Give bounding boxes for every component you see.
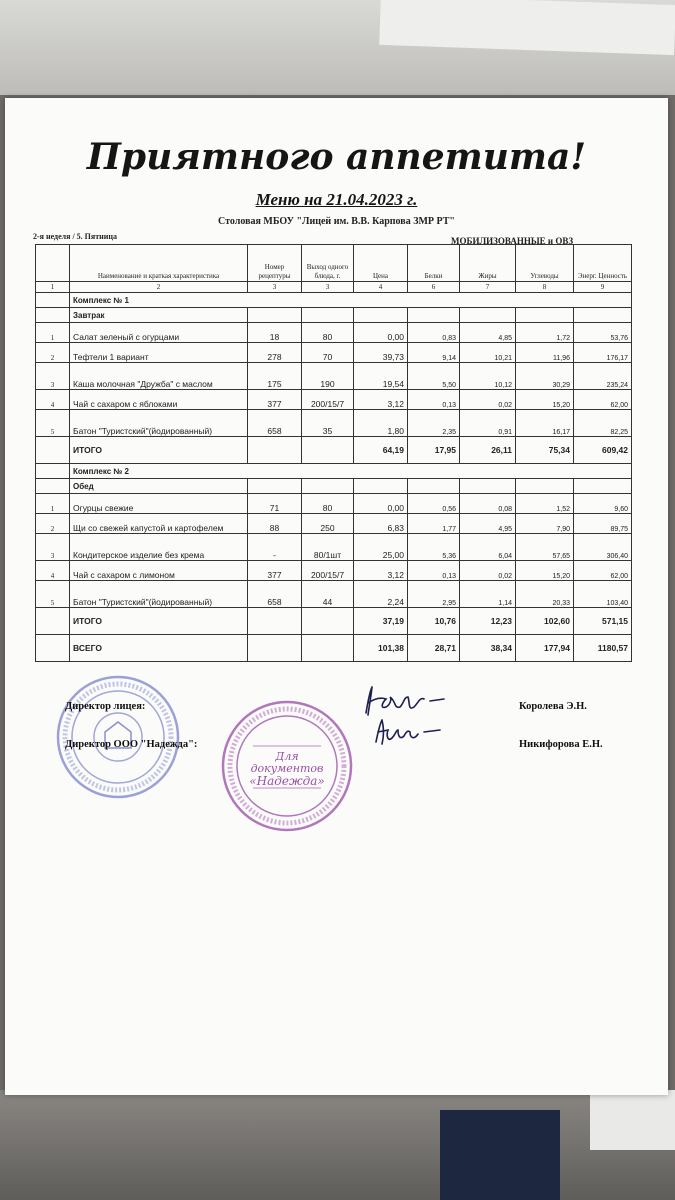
grand-total-energy: 1180,57 <box>574 635 632 662</box>
grand-total-proteins: 28,71 <box>408 635 460 662</box>
portion-yield: 200/15/7 <box>302 390 354 410</box>
proteins: 9,14 <box>408 343 460 363</box>
energy: 53,76 <box>574 323 632 343</box>
total-carbs: 102,60 <box>516 608 574 635</box>
dish-name: Чай с сахаром с лимоном <box>70 561 248 581</box>
background-wall-top <box>0 0 675 95</box>
grand-total-price: 101,38 <box>354 635 408 662</box>
background-paper <box>379 0 675 55</box>
total-fats: 26,11 <box>460 437 516 464</box>
energy: 89,75 <box>574 514 632 534</box>
proteins: 0,13 <box>408 390 460 410</box>
table-row <box>36 581 632 608</box>
director-name: Королева Э.Н. <box>519 701 587 712</box>
energy: 9,60 <box>574 494 632 514</box>
section-row <box>36 479 632 494</box>
header-energy: Энерг. Ценность <box>574 245 632 282</box>
recipe-number: 377 <box>248 390 302 410</box>
fats: 0,91 <box>460 410 516 437</box>
proteins: 2,35 <box>408 410 460 437</box>
total-carbs: 75,34 <box>516 437 574 464</box>
recipe-number: 377 <box>248 561 302 581</box>
recipe-number: 88 <box>248 514 302 534</box>
proteins: 2,95 <box>408 581 460 608</box>
row-index: 3 <box>36 534 70 561</box>
group-label: МОБИЛИЗОВАННЫЕ и ОВЗ <box>451 236 574 246</box>
grand-total-carbs: 177,94 <box>516 635 574 662</box>
section-title: Завтрак <box>70 308 248 323</box>
grand-total-row <box>36 635 632 662</box>
column-number: 4 <box>354 282 408 293</box>
page-title: Приятного аппетита! <box>86 136 587 178</box>
energy: 62,00 <box>574 390 632 410</box>
stamp-line-1: Для <box>275 750 299 763</box>
grand-total-fats: 38,34 <box>460 635 516 662</box>
row-index: 2 <box>36 343 70 363</box>
column-number: 8 <box>516 282 574 293</box>
row-index: 5 <box>36 410 70 437</box>
carbs: 20,33 <box>516 581 574 608</box>
dish-name: Огурцы свежие <box>70 494 248 514</box>
table-row <box>36 390 632 410</box>
director-label: Директор лицея: <box>65 701 146 712</box>
carbs: 7,90 <box>516 514 574 534</box>
background-board <box>440 1110 560 1200</box>
energy: 62,00 <box>574 561 632 581</box>
supplier-signature-icon <box>370 716 450 752</box>
table-row <box>36 494 632 514</box>
header-index <box>36 245 70 282</box>
carbs: 30,29 <box>516 363 574 390</box>
recipe-number: 71 <box>248 494 302 514</box>
dish-name: Батон "Туристский"(йодированный) <box>70 410 248 437</box>
section-title: Обед <box>70 479 248 494</box>
column-number: 1 <box>36 282 70 293</box>
portion-yield: 190 <box>302 363 354 390</box>
fats: 4,85 <box>460 323 516 343</box>
portion-yield: 200/15/7 <box>302 561 354 581</box>
dish-name: Тефтели 1 вариант <box>70 343 248 363</box>
total-fats: 12,23 <box>460 608 516 635</box>
table-row <box>36 343 632 363</box>
total-energy: 609,42 <box>574 437 632 464</box>
fats: 0,02 <box>460 390 516 410</box>
dish-name: Каша молочная "Дружба" с маслом <box>70 363 248 390</box>
header-fats: Жиры <box>460 245 516 282</box>
background-wall-bottom <box>0 1090 675 1200</box>
price: 0,00 <box>354 323 408 343</box>
portion-yield: 80 <box>302 494 354 514</box>
row-index: 4 <box>36 390 70 410</box>
carbs: 16,17 <box>516 410 574 437</box>
total-label: ИТОГО <box>70 608 248 635</box>
total-energy: 571,15 <box>574 608 632 635</box>
table-row <box>36 363 632 390</box>
price: 0,00 <box>354 494 408 514</box>
section-row <box>36 308 632 323</box>
proteins: 0,56 <box>408 494 460 514</box>
table-row <box>36 323 632 343</box>
price: 3,12 <box>354 561 408 581</box>
portion-yield: 80/1шт <box>302 534 354 561</box>
dish-name: Чай с сахаром с яблоками <box>70 390 248 410</box>
energy: 82,25 <box>574 410 632 437</box>
column-number-row <box>36 282 632 293</box>
portion-yield: 44 <box>302 581 354 608</box>
proteins: 0,83 <box>408 323 460 343</box>
fats: 0,02 <box>460 561 516 581</box>
header-recipe: Номер рецептуры <box>248 245 302 282</box>
recipe-number: 658 <box>248 410 302 437</box>
proteins: 0,13 <box>408 561 460 581</box>
price: 19,54 <box>354 363 408 390</box>
carbs: 57,65 <box>516 534 574 561</box>
fats: 0,08 <box>460 494 516 514</box>
complex-title-row <box>36 464 632 479</box>
column-number: 6 <box>408 282 460 293</box>
recipe-number: 658 <box>248 581 302 608</box>
price: 25,00 <box>354 534 408 561</box>
row-index: 2 <box>36 514 70 534</box>
table-row <box>36 410 632 437</box>
row-index: 5 <box>36 581 70 608</box>
carbs: 1,52 <box>516 494 574 514</box>
header-row <box>36 245 632 282</box>
dish-name: Батон "Туристский"(йодированный) <box>70 581 248 608</box>
price: 6,83 <box>354 514 408 534</box>
fats: 10,21 <box>460 343 516 363</box>
stamp-line-2: документов <box>250 762 324 775</box>
fats: 4,95 <box>460 514 516 534</box>
column-number: 3 <box>302 282 354 293</box>
header-price: Цена <box>354 245 408 282</box>
energy: 235,24 <box>574 363 632 390</box>
stamp-line-3: «Надежда» <box>249 774 325 788</box>
dish-name: Салат зеленый с огурцами <box>70 323 248 343</box>
grand-total-label: ВСЕГО <box>70 635 248 662</box>
company-stamp-icon <box>217 696 357 836</box>
energy: 176,17 <box>574 343 632 363</box>
total-price: 37,19 <box>354 608 408 635</box>
total-price: 64,19 <box>354 437 408 464</box>
portion-yield: 80 <box>302 323 354 343</box>
header-carbs: Углеводы <box>516 245 574 282</box>
fats: 6,04 <box>460 534 516 561</box>
carbs: 15,20 <box>516 561 574 581</box>
header-yield: Выход одного блюда, г. <box>302 245 354 282</box>
recipe-number: 175 <box>248 363 302 390</box>
price: 39,73 <box>354 343 408 363</box>
column-number: 9 <box>574 282 632 293</box>
total-proteins: 17,95 <box>408 437 460 464</box>
table-row <box>36 534 632 561</box>
organization: Столовая МБОУ "Лицей им. В.В. Карпова ЗМР РТ" <box>218 216 455 227</box>
column-number: 7 <box>460 282 516 293</box>
recipe-number: 278 <box>248 343 302 363</box>
carbs: 1,72 <box>516 323 574 343</box>
carbs: 11,96 <box>516 343 574 363</box>
row-index: 4 <box>36 561 70 581</box>
price: 2,24 <box>354 581 408 608</box>
total-label: ИТОГО <box>70 437 248 464</box>
dish-name: Кондитерское изделие без крема <box>70 534 248 561</box>
total-row <box>36 437 632 464</box>
energy: 103,40 <box>574 581 632 608</box>
column-number: 3 <box>248 282 302 293</box>
dish-name: Щи со свежей капустой и картофелем <box>70 514 248 534</box>
header-proteins: Белки <box>408 245 460 282</box>
recipe-number: 18 <box>248 323 302 343</box>
portion-yield: 35 <box>302 410 354 437</box>
recipe-number: - <box>248 534 302 561</box>
proteins: 1,77 <box>408 514 460 534</box>
row-index: 1 <box>36 494 70 514</box>
energy: 306,40 <box>574 534 632 561</box>
complex2-items <box>36 494 632 608</box>
school-stamp-icon <box>53 672 183 802</box>
table-row <box>36 514 632 534</box>
portion-yield: 250 <box>302 514 354 534</box>
fats: 1,14 <box>460 581 516 608</box>
proteins: 5,36 <box>408 534 460 561</box>
carbs: 15,20 <box>516 390 574 410</box>
portion-yield: 70 <box>302 343 354 363</box>
column-number: 2 <box>70 282 248 293</box>
complex-title-row <box>36 293 632 308</box>
fats: 10,12 <box>460 363 516 390</box>
complex-title: Комплекс № 2 <box>70 464 632 479</box>
supplier-label: Директор ООО "Надежда": <box>65 739 198 750</box>
menu-sheet <box>5 98 668 1095</box>
header-name: Наименование и краткая характеристика <box>70 245 248 282</box>
complex1-items <box>36 323 632 437</box>
price: 3,12 <box>354 390 408 410</box>
table-row <box>36 561 632 581</box>
supplier-name: Никифорова Е.Н. <box>519 739 603 750</box>
background-paper-2 <box>590 1090 675 1150</box>
menu-date: Меню на 21.04.2023 г. <box>255 190 418 209</box>
menu-table <box>35 244 632 662</box>
row-index: 1 <box>36 323 70 343</box>
complex-title: Комплекс № 1 <box>70 293 632 308</box>
week-label: 2-я неделя / 5. Пятница <box>33 232 117 241</box>
price: 1,80 <box>354 410 408 437</box>
row-index: 3 <box>36 363 70 390</box>
total-proteins: 10,76 <box>408 608 460 635</box>
total-row <box>36 608 632 635</box>
proteins: 5,50 <box>408 363 460 390</box>
